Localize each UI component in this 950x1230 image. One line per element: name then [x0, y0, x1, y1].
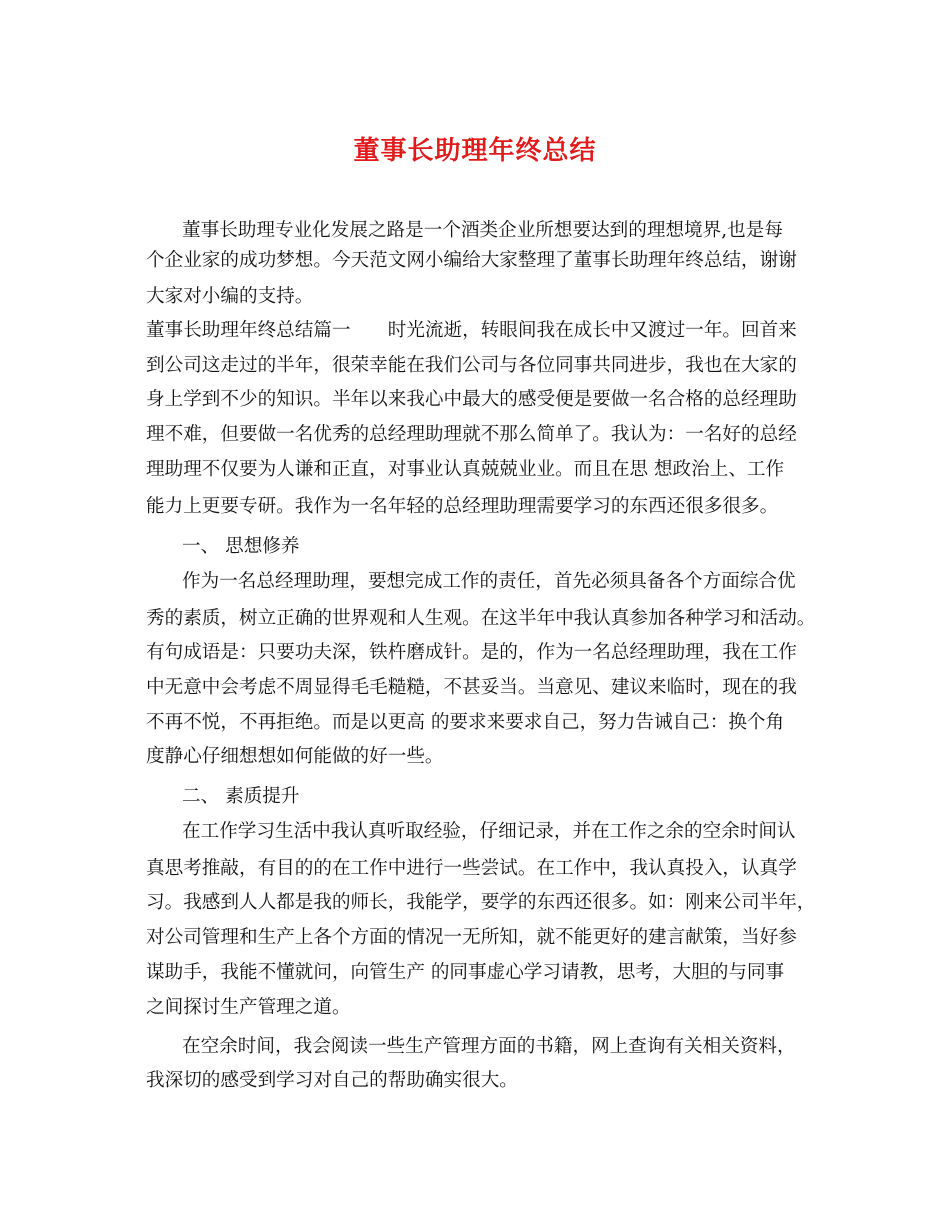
- document-line: 度静心仔细想想如何能做的好一些。: [146, 746, 444, 767]
- document-line: 对公司管理和生产上各个方面的情况一无所知，就不能更好的建言献策，当好参: [146, 927, 797, 948]
- document-line: 董事长助理年终总结篇一 时光流逝，转眼间我在成长中又渡过一年。回首来: [146, 320, 797, 341]
- document-line: 身上学到不少的知识。半年以来我心中最大的感受便是要做一名合格的总经理助: [146, 389, 797, 410]
- document-line: 一、 思想修养: [182, 536, 300, 557]
- document-line: 大家对小编的支持。: [146, 286, 314, 307]
- document-line: 不再不悦，不再拒绝。而是以更高 的要求来要求自己，努力告诫自己：换个角: [146, 712, 785, 733]
- document-line: 秀的素质，树立正确的世界观和人生观。在这半年中我认真参加各种学习和活动。: [146, 608, 816, 629]
- document-line: 理不难，但要做一名优秀的总经理助理就不那么简单了。我认为：一名好的总经: [146, 424, 797, 445]
- document-line: 我深切的感受到学习对自己的帮助确实很大。: [146, 1070, 518, 1091]
- document-line: 作为一名总经理助理，要想完成工作的责任，首先必须具备各个方面综合优: [182, 571, 796, 592]
- document-line: 中无意中会考虑不周显得毛毛糙糙，不甚妥当。当意见、建议来临时，现在的我: [146, 677, 797, 698]
- document-line: 习。我感到人人都是我的师长，我能学，要学的东西还很多。如：刚来公司半年，: [146, 892, 816, 913]
- document-line: 能力上更要专研。我作为一名年轻的总经理助理需要学习的东西还很多很多。: [146, 496, 779, 517]
- document-line: 董事长助理专业化发展之路是一个酒类企业所想要达到的理想境界,也是每: [182, 220, 783, 241]
- document-line: 有句成语是：只要功夫深，铁杵磨成针。是的，作为一名总经理助理，我在工作: [146, 642, 797, 663]
- document-title: 董事长助理年终总结: [353, 136, 597, 166]
- document-line: 二、 素质提升: [182, 786, 300, 807]
- document-line: 谋助手，我能不懂就问，向管生产 的同事虚心学习请教，思考，大胆的与同事: [146, 962, 785, 983]
- document-line: 之间探讨生产管理之道。: [146, 997, 351, 1018]
- document-line: 理助理不仅要为人谦和正直，对事业认真兢兢业业。而且在思 想政治上、工作: [146, 459, 785, 480]
- document-line: 个企业家的成功梦想。今天范文网小编给大家整理了董事长助理年终总结，谢谢: [146, 250, 797, 271]
- document-line: 到公司这走过的半年，很荣幸能在我们公司与各位同事共同进步，我也在大家的: [146, 355, 797, 376]
- document-line: 真思考推敲，有目的的在工作中进行一些尝试。在工作中，我认真投入，认真学: [146, 858, 797, 879]
- document-line: 在空余时间，我会阅读一些生产管理方面的书籍，网上查询有关相关资料，: [182, 1036, 796, 1057]
- document-line: 在工作学习生活中我认真听取经验，仔细记录，并在工作之余的空余时间认: [182, 821, 796, 842]
